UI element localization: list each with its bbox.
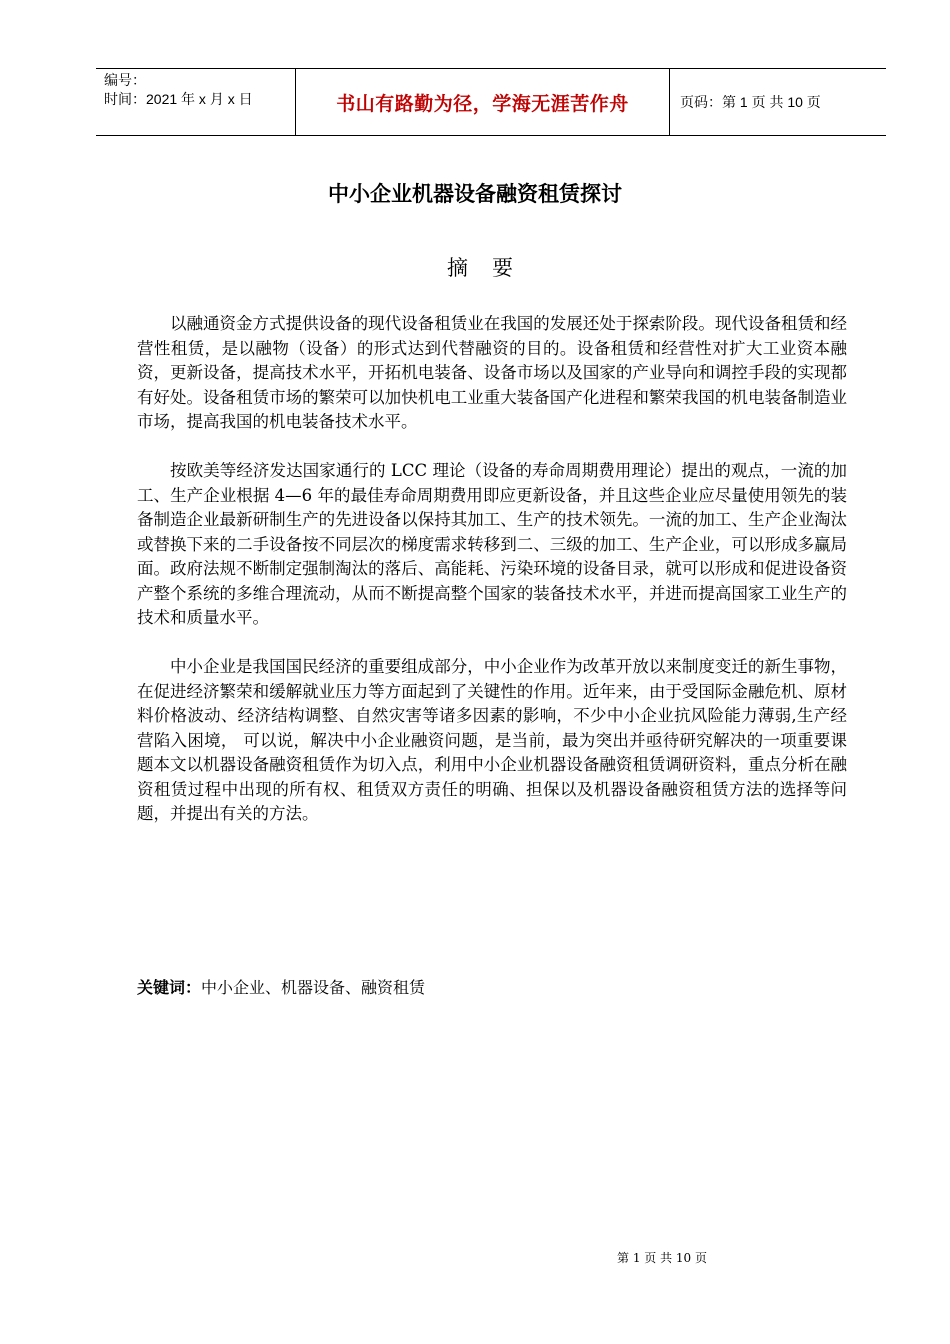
keywords-value: 中小企业、机器设备、融资租赁 xyxy=(201,978,426,997)
time-label: 时间：2021 年 x 月 x 日 xyxy=(104,91,253,107)
header-meta xyxy=(96,69,296,135)
document-header xyxy=(96,68,886,136)
page-footer: 第 1 页 共 10 页 xyxy=(617,1251,707,1265)
abstract-heading: 摘要 xyxy=(447,256,537,280)
abstract-paragraph: 中小企业是我国国民经济的重要组成部分，中小企业作为改革开放以来制度变迁的新生事物，在促进经济繁荣和缓解就业压力等方面起到了关键性的作用。近年来，由于受国际金融危机、原材料价格波动、经济结构调整、自然灾害等诸多因素的影响，不少中小企业抗风险能力薄弱,生产经营陷入困境， 可以说，解决中小企业融资问题，是当前，最为突出并亟待研究解决的一项重要课题本文以机器设备融资租赁作为切入点，利用中小企业机器设备融资租赁调研资料，重点分析在融资租赁过程中出现的所有权、租赁双方责任的明确、担保以及机器设备融资租赁方法的选择等问题，并提出有关的方法。 xyxy=(137,657,847,823)
keywords-label: 关键词： xyxy=(137,978,202,997)
header-motto: 书山有路勤为径，学海无涯苦作舟 xyxy=(296,69,670,135)
number-label: 编号： xyxy=(104,72,146,88)
abstract-body xyxy=(137,312,847,851)
keywords-line xyxy=(137,975,425,998)
abstract-paragraph: 按欧美等经济发达国家通行的 LCC 理论（设备的寿命周期费用理论）提出的观点，一流的加工、生产企业根据 4—6 年的最佳寿命周期费用即应更新设备，并且这些企业应尽量使用领先的装备制造企业最新研制生产的先进设备以保持其加工、生产的技术领先。一流的加工、生产企业淘汰或替换下来的二手设备按不同层次的梯度需求转移到二、三级的加工、生产企业，可以形成多赢局面。政府法规不断制定强制淘汰的落后、高能耗、污染环境的设备目录，就可以形成和促进设备资产整个系统的多维合理流动，从而不断提高整个国家的装备技术水平，并进而提高国家工业生产的技术和质量水平。 xyxy=(137,461,847,627)
abstract-paragraph: 以融通资金方式提供设备的现代设备租赁业在我国的发展还处于探索阶段。现代设备租赁和经营性租赁，是以融物（设备）的形式达到代替融资的目的。设备租赁和经营性对扩大工业资本融资，更新设备，提高技术水平，开拓机电装备、设备市场以及国家的产业导向和调控手段的实现都有好处。设备租赁市场的繁荣可以加快机电工业重大装备国产化进程和繁荣我国的机电装备制造业市场，提高我国的机电装备技术水平。 xyxy=(137,314,847,431)
document-title: 中小企业机器设备融资租赁探讨 xyxy=(328,182,622,206)
header-page-info: 页码：第 1 页 共 10 页 xyxy=(680,94,821,110)
